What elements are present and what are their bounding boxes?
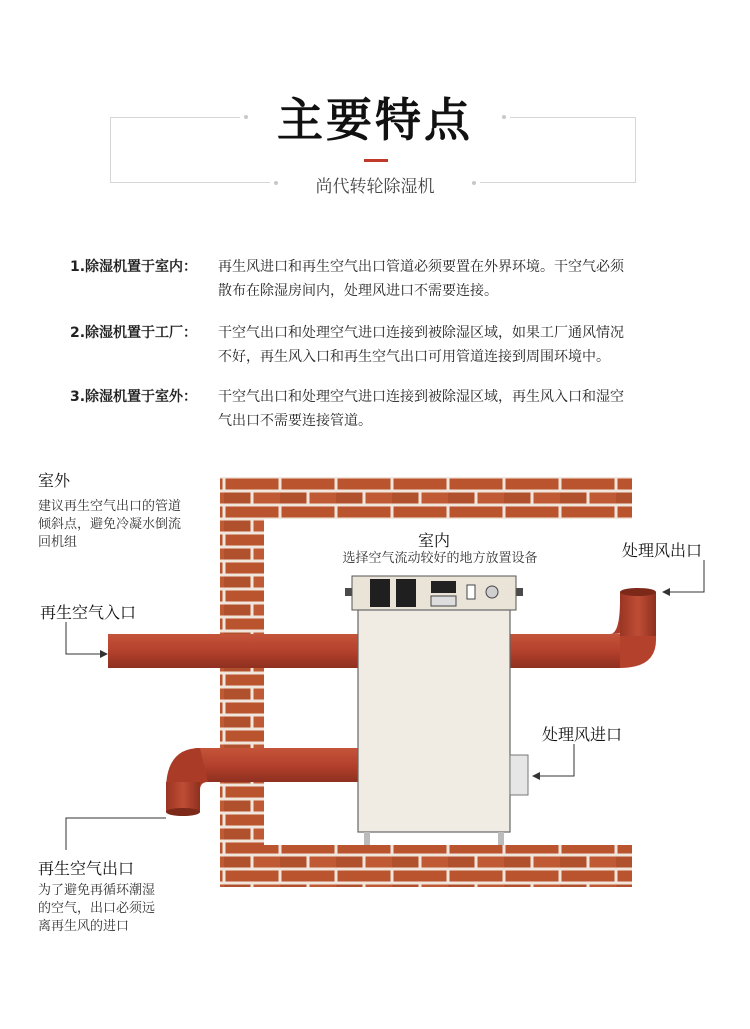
feature-label: 3.除湿机置于室外：	[70, 389, 198, 405]
process-outlet-label: 处理风出口	[622, 541, 703, 560]
outdoor-note-line: 建议再生空气出口的管道	[38, 499, 182, 514]
feature-text-line: 不好，再生风入口和再生空气出口可用管道连接到周围环境中。	[218, 349, 610, 365]
outdoor-note-line: 倾斜点，避免冷凝水倒流	[38, 517, 182, 532]
feature-text-line: 气出口不需要连接管道。	[218, 413, 372, 429]
regen-outlet-note-line: 为了避免再循环潮湿	[38, 883, 156, 898]
process-inlet-label: 处理风进口	[542, 725, 623, 744]
regen-inlet-pipe	[108, 634, 358, 668]
feature-label: 1.除湿机置于室内：	[70, 259, 198, 275]
outdoor-note-line: 回机组	[38, 535, 78, 550]
feature-text-line: 干空气出口和处理空气进口连接到被除湿区域，再生风入口和湿空	[218, 389, 624, 405]
regen-outlet-note-line: 的空气，出口必须远	[38, 901, 156, 916]
regen-outlet-note-line: 离再生风的进口	[38, 919, 130, 934]
regen-inlet-label: 再生空气入口	[40, 603, 137, 622]
title-accent-bar	[364, 159, 388, 162]
regen-outlet-note	[38, 882, 155, 936]
page-subtitle: 尚代转轮除湿机	[315, 177, 435, 197]
feature-text-line: 再生风进口和再生空气出口管道必须要置在外界环境。干空气必须	[218, 259, 624, 275]
page-title: 主要特点	[277, 93, 473, 147]
indoor-note: 选择空气流动较好的地方放置设备	[342, 551, 538, 566]
regen-outlet-label: 再生空气出口	[38, 859, 135, 878]
outdoor-label: 室外	[38, 471, 71, 490]
indoor-label: 室内	[417, 531, 450, 550]
dehumidifier-unit	[345, 576, 528, 845]
feature-label: 2.除湿机置于工厂：	[70, 325, 198, 341]
feature-text-line: 散布在除湿房间内，处理风进口不需要连接。	[218, 283, 498, 299]
process-outlet-pipe	[510, 588, 656, 668]
feature-text-line: 干空气出口和处理空气进口连接到被除湿区域，如果工厂通风情况	[218, 325, 624, 341]
